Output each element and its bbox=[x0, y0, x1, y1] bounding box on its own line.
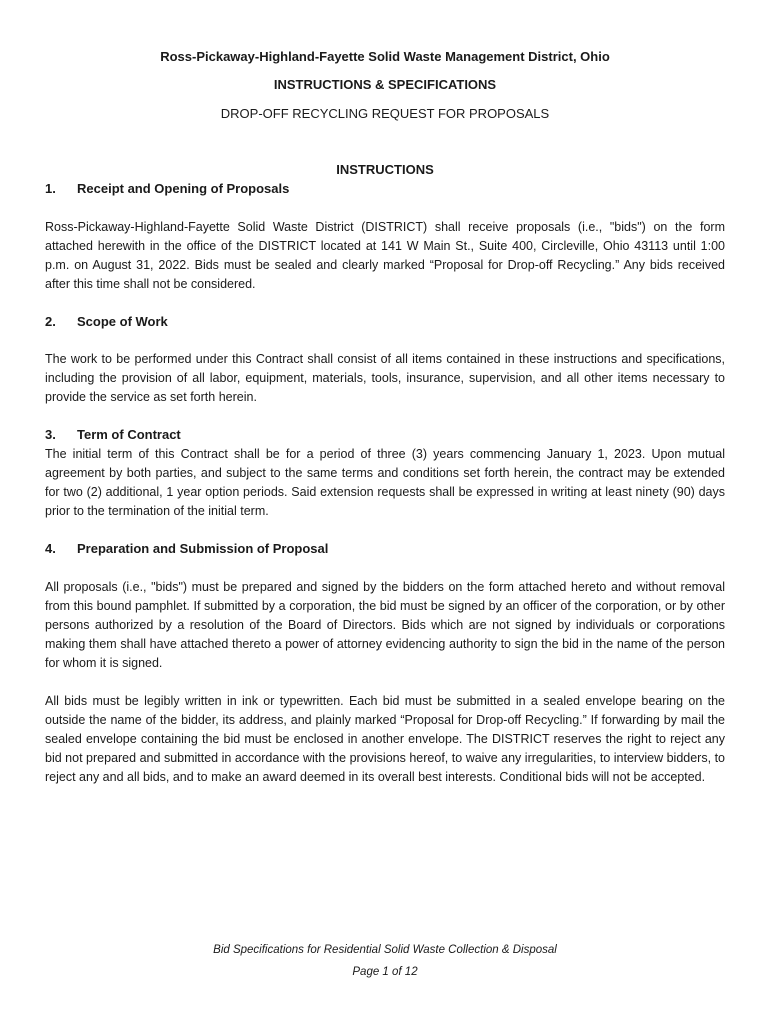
section-2-paragraph: The work to be performed under this Contract shall consist of all items contained in these instructions and specifications, including the provision of all labor, equipment, materials, tools, insurance, supervision, and all other items necessary to provide the service as set forth herein. bbox=[45, 352, 725, 404]
rfp-title: DROP-OFF RECYCLING REQUEST FOR PROPOSALS bbox=[220, 106, 550, 121]
footer-spec-title: Bid Specifications for Residential Solid Waste Collection & Disposal bbox=[213, 944, 557, 956]
section-heading-text: Receipt and Opening of Proposals bbox=[77, 181, 290, 196]
section-number: 2. bbox=[45, 314, 56, 329]
section-3-heading bbox=[45, 427, 181, 442]
section-heading-text: Preparation and Submission of Proposal bbox=[77, 541, 329, 556]
section-2-heading bbox=[45, 314, 168, 329]
section-title: INSTRUCTIONS bbox=[336, 162, 434, 177]
section-3-paragraph: The initial term of this Contract shall be for a period of three (3) years commencing January 1, 2023. Upon mutual agreement by both parties, and subject to the same terms and conditions set forth herein, the contract may be extended for two (2) additional, 1 year option periods. Said extension requests shall be expressed in writing at least ninety (90) days prior to the termination of the initial term. bbox=[45, 447, 725, 518]
section-4-heading bbox=[45, 541, 328, 556]
page-number: Page 1 of 12 bbox=[352, 966, 418, 978]
section-4-paragraph-2: All bids must be legibly written in ink or typewritten. Each bid must be submitted in a sealed envelope bearing on the outside the name of the bidder, its address, and plainly marked “Proposal for Drop-off Recycling.” If forwarding by mail the sealed envelope containing the bid must be enclosed in another envelope. The DISTRICT reserves the right to reject any bid not prepared and submitted in accordance with the provisions hereof, to waive any irregularities, to interview bidders, to reject any and all bids, and to make an award deemed in its overall best interests. Conditional bids will not be accepted. bbox=[45, 694, 725, 784]
section-number: 3. bbox=[45, 427, 56, 442]
section-1-paragraph: Ross-Pickaway-Highland-Fayette Solid Waste District (DISTRICT) shall receive proposals (i.e., "bids") on the form attached herewith in the office of the DISTRICT located at 141 W Main St., Suite 400, Circleville, Ohio 43113 until 1:00 p.m. on August 31, 2022. Bids must be sealed and clearly marked “Proposal for Drop-off Recycling.” Any bids received after this time shall not be considered. bbox=[45, 220, 725, 291]
section-heading-text: Term of Contract bbox=[77, 427, 181, 442]
district-title: Ross-Pickaway-Highland-Fayette Solid Waste Management District, Ohio bbox=[160, 49, 610, 64]
section-heading-text: Scope of Work bbox=[77, 314, 168, 329]
section-4-paragraph-1: All proposals (i.e., "bids") must be prepared and signed by the bidders on the form attached hereto and without removal from this bound pamphlet. If submitted by a corporation, the bid must be signed by an officer of the corporation, or by other persons authorized by a resolution of the Board of Directors. Bids which are not signed by individuals or corporations making them shall have attached thereto a power of attorney evidencing authority to sign the bid in the name of the person for whom it is signed. bbox=[45, 580, 725, 670]
section-number: 1. bbox=[45, 181, 56, 196]
section-number: 4. bbox=[45, 541, 56, 556]
document-title: INSTRUCTIONS & SPECIFICATIONS bbox=[273, 77, 497, 92]
section-1-heading bbox=[45, 181, 289, 196]
